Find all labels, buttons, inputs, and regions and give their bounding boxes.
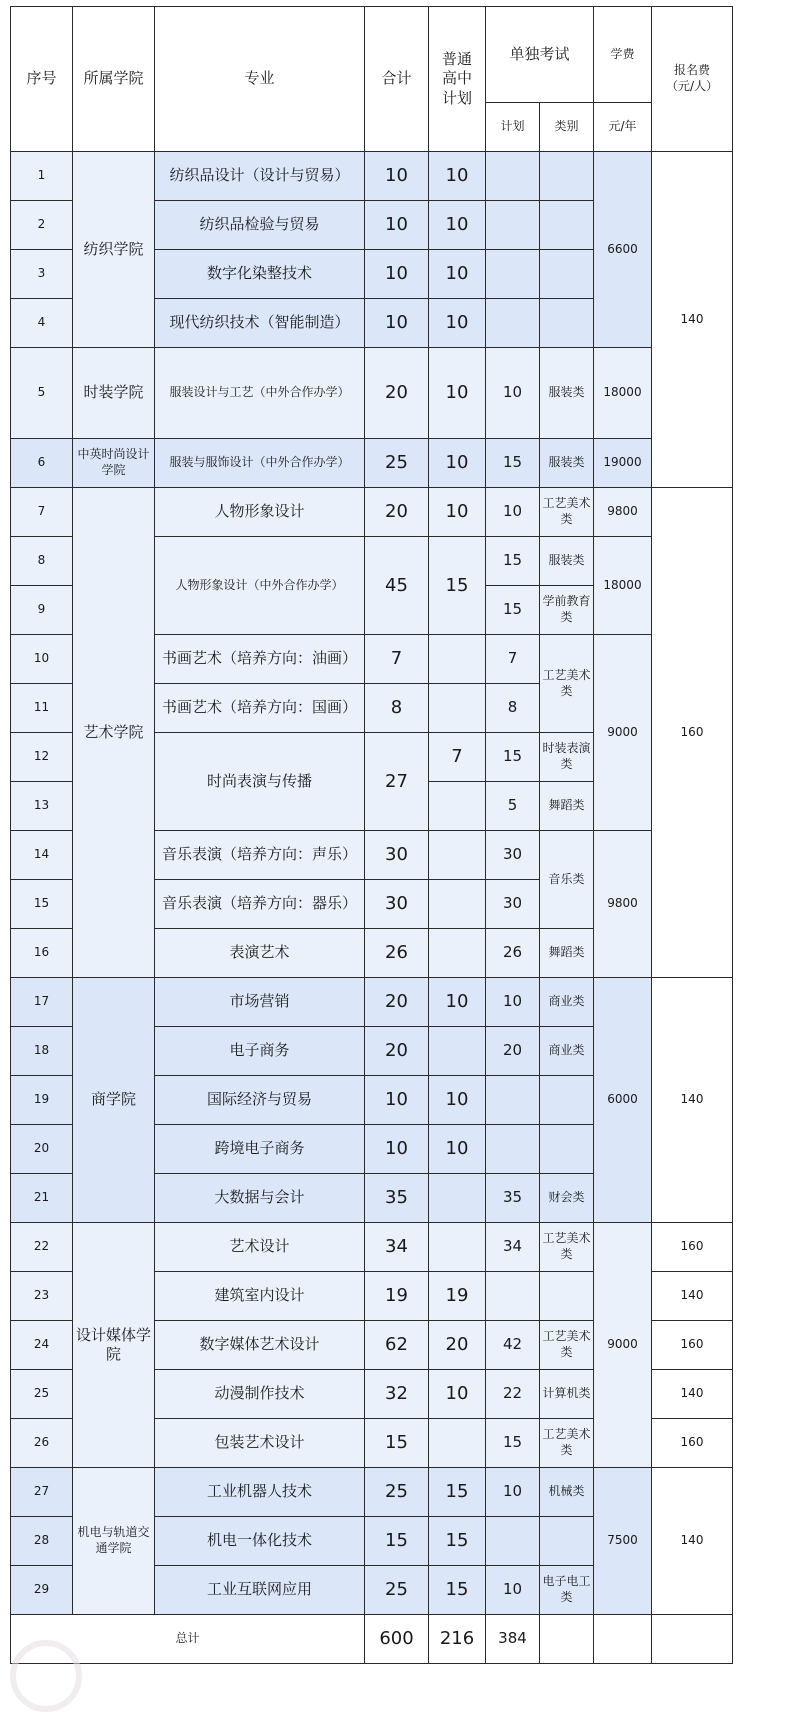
major-name: 艺术设计 <box>155 1223 365 1272</box>
totals-total: 600 <box>365 1615 429 1664</box>
row-seq: 29 <box>11 1566 73 1615</box>
general-count: 10 <box>429 152 486 201</box>
single-category <box>540 152 594 201</box>
row-seq: 28 <box>11 1517 73 1566</box>
single-plan: 34 <box>486 1223 540 1272</box>
major-name: 人物形象设计（中外合作办学） <box>155 537 365 635</box>
major-name: 机电一体化技术 <box>155 1517 365 1566</box>
header-seq: 序号 <box>11 7 73 152</box>
single-plan: 5 <box>486 782 540 831</box>
total-count: 20 <box>365 1027 429 1076</box>
single-category: 时装表演类 <box>540 733 594 782</box>
row-seq: 14 <box>11 831 73 880</box>
single-category: 机械类 <box>540 1468 594 1517</box>
general-count <box>429 782 486 831</box>
major-name: 音乐表演（培养方向：声乐） <box>155 831 365 880</box>
general-count: 10 <box>429 250 486 299</box>
reg-fee-value: 160 <box>652 1321 733 1370</box>
single-plan: 10 <box>486 348 540 439</box>
major-name: 人物形象设计 <box>155 488 365 537</box>
tuition-value: 6000 <box>594 978 652 1223</box>
single-category <box>540 201 594 250</box>
total-count: 27 <box>365 733 429 831</box>
general-count: 10 <box>429 1076 486 1125</box>
general-count: 10 <box>429 488 486 537</box>
totals-label: 总计 <box>11 1615 365 1664</box>
single-plan: 15 <box>486 537 540 586</box>
totals-empty-tuition <box>594 1615 652 1664</box>
single-plan <box>486 1076 540 1125</box>
major-name: 书画艺术（培养方向：国画） <box>155 684 365 733</box>
row-seq: 8 <box>11 537 73 586</box>
row-seq: 20 <box>11 1125 73 1174</box>
major-name: 服装设计与工艺（中外合作办学） <box>155 348 365 439</box>
single-category: 工艺美术类 <box>540 1223 594 1272</box>
single-plan: 35 <box>486 1174 540 1223</box>
general-count: 15 <box>429 537 486 635</box>
college-name: 艺术学院 <box>73 488 155 978</box>
tuition-value: 9800 <box>594 488 652 537</box>
single-plan: 26 <box>486 929 540 978</box>
total-count: 10 <box>365 201 429 250</box>
single-plan: 42 <box>486 1321 540 1370</box>
major-name: 纺织品检验与贸易 <box>155 201 365 250</box>
major-name: 国际经济与贸易 <box>155 1076 365 1125</box>
major-name: 服装与服饰设计（中外合作办学） <box>155 439 365 488</box>
row-seq: 24 <box>11 1321 73 1370</box>
single-category: 计算机类 <box>540 1370 594 1419</box>
single-plan: 15 <box>486 1419 540 1468</box>
single-category <box>540 1125 594 1174</box>
tuition-value: 9000 <box>594 1223 652 1468</box>
single-plan: 30 <box>486 880 540 929</box>
total-count: 15 <box>365 1419 429 1468</box>
general-count: 10 <box>429 1370 486 1419</box>
row-seq: 26 <box>11 1419 73 1468</box>
major-name: 包装艺术设计 <box>155 1419 365 1468</box>
major-name: 表演艺术 <box>155 929 365 978</box>
total-count: 10 <box>365 250 429 299</box>
header-plan: 计划 <box>486 103 540 152</box>
reg-fee-value: 140 <box>652 1468 733 1615</box>
single-category: 舞蹈类 <box>540 929 594 978</box>
header-general-plan: 普通 高中 计划 <box>429 7 486 152</box>
total-count: 25 <box>365 439 429 488</box>
major-name: 建筑室内设计 <box>155 1272 365 1321</box>
row-seq: 23 <box>11 1272 73 1321</box>
general-count <box>429 1027 486 1076</box>
single-category <box>540 1076 594 1125</box>
header-total: 合计 <box>365 7 429 152</box>
total-count: 10 <box>365 152 429 201</box>
total-count: 8 <box>365 684 429 733</box>
total-count: 26 <box>365 929 429 978</box>
single-category: 服装类 <box>540 537 594 586</box>
single-plan: 7 <box>486 635 540 684</box>
major-name: 现代纺织技术（智能制造） <box>155 299 365 348</box>
row-seq: 1 <box>11 152 73 201</box>
total-count: 34 <box>365 1223 429 1272</box>
single-plan <box>486 299 540 348</box>
total-count: 32 <box>365 1370 429 1419</box>
row-seq: 21 <box>11 1174 73 1223</box>
total-count: 20 <box>365 488 429 537</box>
total-count: 10 <box>365 1076 429 1125</box>
total-count: 45 <box>365 537 429 635</box>
row-seq: 5 <box>11 348 73 439</box>
reg-fee-value: 160 <box>652 488 733 978</box>
total-count: 25 <box>365 1566 429 1615</box>
header-single-exam: 单独考试 <box>486 7 594 103</box>
total-count: 25 <box>365 1468 429 1517</box>
general-count: 10 <box>429 978 486 1027</box>
total-count: 10 <box>365 299 429 348</box>
college-name: 时装学院 <box>73 348 155 439</box>
single-plan <box>486 1517 540 1566</box>
tuition-value: 9000 <box>594 635 652 831</box>
totals-empty-reg-fee <box>652 1615 733 1664</box>
major-name: 工业互联网应用 <box>155 1566 365 1615</box>
major-name: 数字媒体艺术设计 <box>155 1321 365 1370</box>
row-seq: 7 <box>11 488 73 537</box>
row-seq: 16 <box>11 929 73 978</box>
single-category: 服装类 <box>540 348 594 439</box>
general-count: 20 <box>429 1321 486 1370</box>
tuition-value: 18000 <box>594 537 652 635</box>
single-plan: 15 <box>486 439 540 488</box>
general-count: 10 <box>429 439 486 488</box>
reg-fee-value: 140 <box>652 1272 733 1321</box>
single-plan: 8 <box>486 684 540 733</box>
single-category <box>540 1272 594 1321</box>
total-count: 19 <box>365 1272 429 1321</box>
single-plan <box>486 1272 540 1321</box>
major-name: 时尚表演与传播 <box>155 733 365 831</box>
single-plan <box>486 201 540 250</box>
single-category: 工艺美术类 <box>540 635 594 733</box>
row-seq: 17 <box>11 978 73 1027</box>
single-category: 工艺美术类 <box>540 488 594 537</box>
single-plan: 15 <box>486 586 540 635</box>
total-count: 35 <box>365 1174 429 1223</box>
single-category <box>540 299 594 348</box>
major-name: 市场营销 <box>155 978 365 1027</box>
major-name: 纺织品设计（设计与贸易） <box>155 152 365 201</box>
totals-empty-category <box>540 1615 594 1664</box>
row-seq: 9 <box>11 586 73 635</box>
total-count: 30 <box>365 880 429 929</box>
row-seq: 22 <box>11 1223 73 1272</box>
college-name: 设计媒体学院 <box>73 1223 155 1468</box>
enrollment-plan-table <box>10 6 733 1664</box>
general-count: 15 <box>429 1468 486 1517</box>
single-plan <box>486 250 540 299</box>
general-count: 10 <box>429 1125 486 1174</box>
general-count: 7 <box>429 733 486 782</box>
single-plan: 20 <box>486 1027 540 1076</box>
general-count <box>429 1174 486 1223</box>
general-count <box>429 1419 486 1468</box>
total-count: 20 <box>365 978 429 1027</box>
header-tuition-unit: 元/年 <box>594 103 652 152</box>
tuition-value: 6600 <box>594 152 652 348</box>
row-seq: 13 <box>11 782 73 831</box>
row-seq: 27 <box>11 1468 73 1517</box>
major-name: 工业机器人技术 <box>155 1468 365 1517</box>
row-seq: 2 <box>11 201 73 250</box>
major-name: 大数据与会计 <box>155 1174 365 1223</box>
row-seq: 3 <box>11 250 73 299</box>
header-reg-fee: 报名费 （元/人） <box>652 7 733 152</box>
single-plan: 22 <box>486 1370 540 1419</box>
total-count: 62 <box>365 1321 429 1370</box>
single-category: 商业类 <box>540 1027 594 1076</box>
major-name: 跨境电子商务 <box>155 1125 365 1174</box>
header-college: 所属学院 <box>73 7 155 152</box>
college-name: 商学院 <box>73 978 155 1223</box>
header-major: 专业 <box>155 7 365 152</box>
college-name: 纺织学院 <box>73 152 155 348</box>
row-seq: 18 <box>11 1027 73 1076</box>
single-category <box>540 250 594 299</box>
major-name: 数字化染整技术 <box>155 250 365 299</box>
general-count: 10 <box>429 348 486 439</box>
single-category: 商业类 <box>540 978 594 1027</box>
single-plan <box>486 1125 540 1174</box>
single-category: 工艺美术类 <box>540 1321 594 1370</box>
totals-single-plan: 384 <box>486 1615 540 1664</box>
header-tuition: 学费 <box>594 7 652 103</box>
general-count <box>429 880 486 929</box>
tuition-value: 19000 <box>594 439 652 488</box>
general-count <box>429 1223 486 1272</box>
general-count: 10 <box>429 299 486 348</box>
single-category: 电子电工类 <box>540 1566 594 1615</box>
single-plan <box>486 152 540 201</box>
total-count: 10 <box>365 1125 429 1174</box>
general-count: 10 <box>429 201 486 250</box>
reg-fee-value: 160 <box>652 1419 733 1468</box>
single-category: 工艺美术类 <box>540 1419 594 1468</box>
total-count: 20 <box>365 348 429 439</box>
row-seq: 25 <box>11 1370 73 1419</box>
single-category: 学前教育类 <box>540 586 594 635</box>
general-count <box>429 684 486 733</box>
total-count: 7 <box>365 635 429 684</box>
row-seq: 6 <box>11 439 73 488</box>
college-name: 中英时尚设计学院 <box>73 439 155 488</box>
row-seq: 4 <box>11 299 73 348</box>
single-category: 舞蹈类 <box>540 782 594 831</box>
row-seq: 10 <box>11 635 73 684</box>
reg-fee-value: 140 <box>652 978 733 1223</box>
single-category: 服装类 <box>540 439 594 488</box>
row-seq: 19 <box>11 1076 73 1125</box>
totals-general: 216 <box>429 1615 486 1664</box>
tuition-value: 9800 <box>594 831 652 978</box>
reg-fee-value: 140 <box>652 152 733 488</box>
major-name: 动漫制作技术 <box>155 1370 365 1419</box>
row-seq: 15 <box>11 880 73 929</box>
single-plan: 10 <box>486 978 540 1027</box>
tuition-value: 18000 <box>594 348 652 439</box>
general-count <box>429 929 486 978</box>
major-name: 电子商务 <box>155 1027 365 1076</box>
single-category: 财会类 <box>540 1174 594 1223</box>
single-plan: 10 <box>486 1566 540 1615</box>
enrollment-table-container <box>10 6 733 1664</box>
tuition-value: 7500 <box>594 1468 652 1615</box>
general-count: 19 <box>429 1272 486 1321</box>
single-plan: 15 <box>486 733 540 782</box>
total-count: 15 <box>365 1517 429 1566</box>
single-plan: 30 <box>486 831 540 880</box>
general-count: 15 <box>429 1517 486 1566</box>
college-name: 机电与轨道交通学院 <box>73 1468 155 1615</box>
header-category: 类别 <box>540 103 594 152</box>
single-category: 音乐类 <box>540 831 594 929</box>
single-category <box>540 1517 594 1566</box>
single-plan: 10 <box>486 488 540 537</box>
row-seq: 11 <box>11 684 73 733</box>
reg-fee-value: 160 <box>652 1223 733 1272</box>
row-seq: 12 <box>11 733 73 782</box>
reg-fee-value: 140 <box>652 1370 733 1419</box>
general-count <box>429 635 486 684</box>
general-count: 15 <box>429 1566 486 1615</box>
major-name: 书画艺术（培养方向：油画） <box>155 635 365 684</box>
total-count: 30 <box>365 831 429 880</box>
single-plan: 10 <box>486 1468 540 1517</box>
general-count <box>429 831 486 880</box>
major-name: 音乐表演（培养方向：器乐） <box>155 880 365 929</box>
